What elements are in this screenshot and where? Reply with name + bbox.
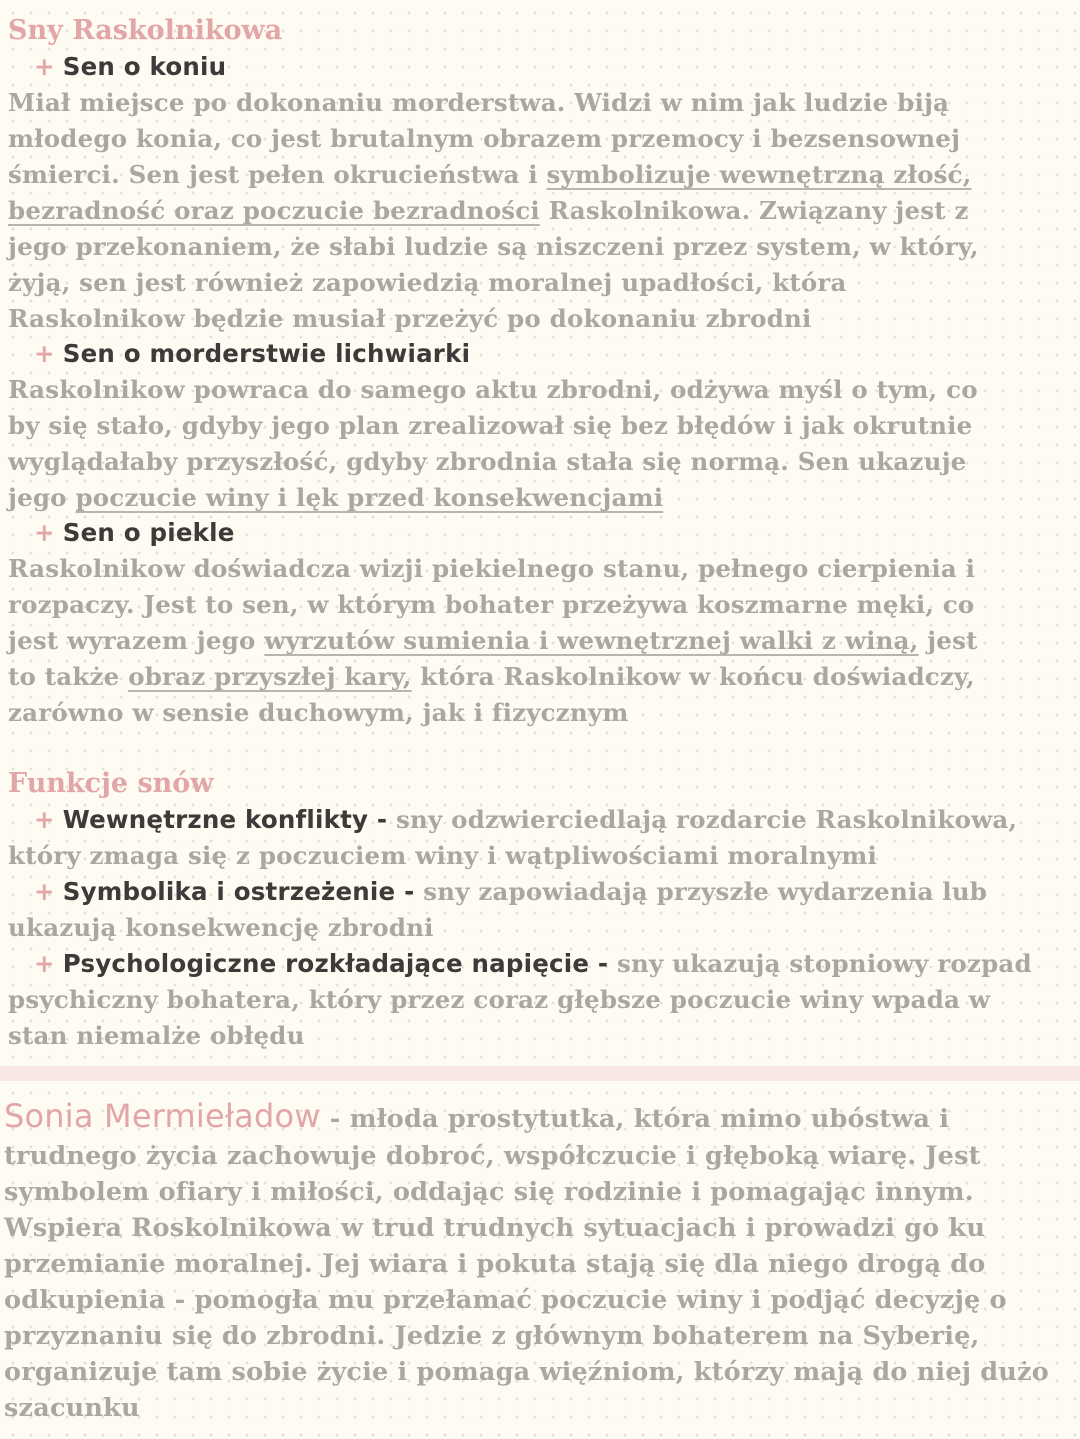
paragraph-line: jest wyrazem jego wyrzutów sumienia i wewnętrznej walki z winą, jest [8, 626, 978, 655]
underlined-phrase: poczucie winy i lęk przed konsekwencjami [75, 483, 664, 512]
paragraph-line: śmierci. Sen jest pełen okrucieństwa i symbolizuje wewnętrzną złość, [8, 160, 972, 189]
paragraph-line: ukazują konsekwencję zbrodni [8, 913, 434, 942]
paragraph-line: przemianie moralnej. Jej wiara i pokuta stają się dla niego drogą do [4, 1249, 986, 1279]
paragraph-line: rozpaczy. Jest to sen, w którym bohater przeżywa koszmarne męki, co [8, 590, 975, 619]
paragraph-line: jego przekonaniem, że słabi ludzie są niszczeni przez system, w który, [8, 232, 979, 261]
underlined-phrase: bezradność oraz poczucie bezradności [8, 196, 540, 225]
dream-heading-piekle [34, 515, 235, 551]
function-desc: sny zapowiadają przyszłe wydarzenia lub [423, 877, 988, 906]
paragraph-line: psychiczny bohatera, który przez coraz głębsze poczucie winy wpada w [8, 985, 991, 1014]
paragraph-line: by się stało, gdyby jego plan zrealizował się bez błędów i jak okrutnie [8, 411, 973, 440]
dream-title: Sen o morderstwie lichwiarki [62, 339, 471, 368]
underlined-phrase: symbolizuje wewnętrzną złość, [546, 160, 972, 189]
function-title: Psychologiczne rozkładające napięcie [62, 949, 590, 978]
paragraph-line: to także obraz przyszłej kary, która Raskolnikow w końcu doświadczy, [8, 662, 975, 691]
paragraph-line: przyznaniu się do zbrodni. Jedzie z głównym bohaterem na Syberię, [4, 1321, 980, 1351]
section-divider [0, 1066, 1080, 1081]
paragraph-line: Miał miejsce po dokonaniu morderstwa. Widzi w nim jak ludzie biją [8, 88, 950, 117]
paragraph-line: wyglądałaby przyszłość, gdyby zbrodnia stała się normą. Sen ukazuje [8, 447, 967, 476]
paragraph-line: jego poczucie winy i lęk przed konsekwencjami [8, 483, 664, 512]
plus-icon: + [34, 518, 55, 547]
paragraph-line: Raskolnikow doświadcza wizji piekielnego stanu, pełnego cierpienia i [8, 554, 976, 583]
paragraph-line: trudnego życia zachowuje dobroć, współczucie i głęboką wiarę. Jest [4, 1141, 981, 1171]
paragraph-line: żyją, sen jest również zapowiedzią moralnej upadłości, która [8, 268, 847, 297]
function-title: Symbolika i ostrzeżenie [62, 877, 396, 906]
paragraph-line: Wspiera Roskolnikowa w trud trudnych sytuacjach i prowadzi go ku [4, 1213, 986, 1243]
plus-icon: + [34, 805, 55, 834]
function-desc: sny odzwierciedlają rozdarcie Raskolnikowa, [396, 805, 1018, 834]
function-desc: sny ukazują stopniowy rozpad [617, 949, 1032, 978]
plus-icon: + [34, 949, 55, 978]
paragraph-line: szacunku [4, 1393, 140, 1423]
dream-heading-koniu [34, 49, 226, 85]
paragraph-line: odkupienia - pomogła mu przełamać poczucie winy i podjąć decyzję o [4, 1285, 1007, 1315]
paragraph-line: symbolem ofiary i miłości, oddając się rodzinie i pomagając innym. [4, 1177, 974, 1207]
function-item: + Wewnętrzne konflikty - sny odzwierciedlają rozdarcie Raskolnikowa, [34, 805, 1018, 834]
character-name: Sonia Mermieładow [4, 1097, 321, 1135]
section-title-funkcje: Funkcje snów [8, 768, 214, 799]
paragraph-line: Raskolnikow powraca do samego aktu zbrodni, odżywa myśl o tym, co [8, 375, 978, 404]
paragraph-line: Raskolnikow będzie musiał przeżyć po dokonaniu zbrodni [8, 304, 812, 333]
function-item: + Symbolika i ostrzeżenie - sny zapowiadają przyszłe wydarzenia lub [34, 877, 988, 906]
paragraph-line: bezradność oraz poczucie bezradności Raskolnikowa. Związany jest z [8, 196, 969, 225]
paragraph-line: zarówno w sensie duchowym, jak i fizycznym [8, 698, 629, 727]
paragraph-line: stan niemalże obłędu [8, 1021, 305, 1050]
underlined-phrase: obraz przyszłej kary, [128, 662, 412, 691]
sonia-intro-line: Sonia Mermieładow - młoda prostytutka, która mimo ubóstwa i [4, 1097, 950, 1135]
function-title: Wewnętrzne konflikty [62, 805, 369, 834]
plus-icon: + [34, 877, 55, 906]
function-item: + Psychologiczne rozkładające napięcie - sny ukazują stopniowy rozpad [34, 949, 1032, 978]
section-title-sny: Sny Raskolnikowa [8, 15, 283, 46]
paragraph-line: organizuje tam sobie życie i pomaga więźniom, którzy mają do niej dużo [4, 1357, 1049, 1387]
underlined-phrase: wyrzutów sumienia i wewnętrznej walki z winą, [264, 626, 919, 655]
plus-icon: + [34, 52, 55, 81]
paragraph-line: który zmaga się z poczuciem winy i wątpliwościami moralnymi [8, 841, 877, 870]
paragraph-line: młodego konia, co jest brutalnym obrazem przemocy i bezsensownej [8, 124, 961, 153]
plus-icon: + [34, 339, 55, 368]
dream-title: Sen o piekle [62, 518, 235, 547]
dream-heading-lichwiarki [34, 336, 470, 372]
dream-title: Sen o koniu [62, 52, 227, 81]
